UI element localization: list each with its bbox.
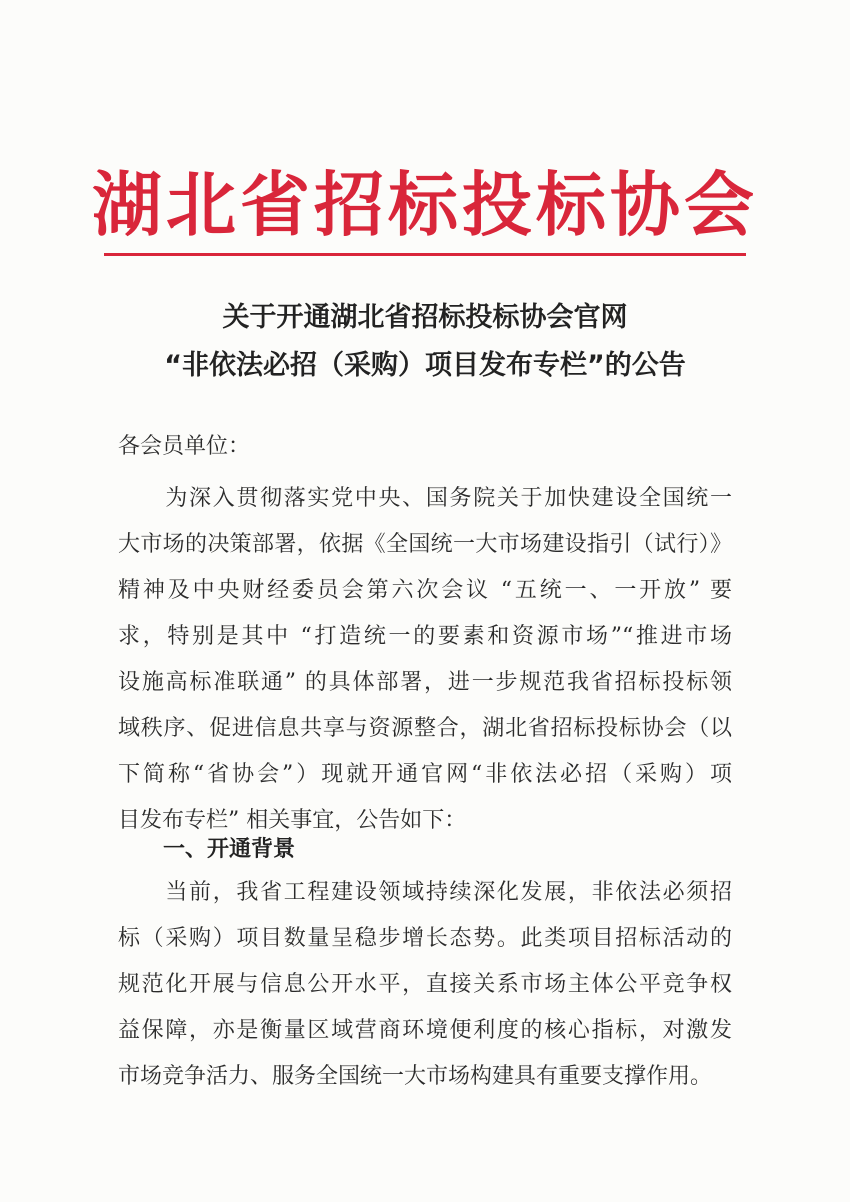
paragraph-line: 规范化开展与信息公开水平，直接关系市场主体公平竞争权 [118, 972, 732, 997]
paragraph-line: 益保障，亦是衡量区域营商环境便利度的核心指标，对激发 [118, 1018, 732, 1043]
paragraph-line: 精神及中央财经委员会第六次会议 “五统一、一开放” 要 [118, 578, 732, 603]
paragraph-intro [118, 476, 732, 844]
letterhead-title: 湖北省招标投标协会 [92, 163, 758, 246]
letterhead-red-rule [104, 253, 746, 256]
paragraph-line: 设施高标准联通” 的具体部署，进一步规范我省招标投标领 [118, 670, 732, 695]
document-title-line-2: “非依法必招（采购）项目发布专栏”的公告 [164, 350, 686, 381]
salutation: 各会员单位： [118, 434, 251, 459]
document-title-line-1: 关于开通湖北省招标投标协会官网 [222, 302, 628, 333]
paragraph-line: 下简称“省协会”）现就开通官网“非依法必招（采购）项 [118, 762, 732, 787]
paragraph-line: 域秩序、促进信息共享与资源整合，湖北省招标投标协会（以 [118, 716, 732, 741]
paragraph-line: 大市场的决策部署，依据《全国统一大市场建设指引（试行）》 [118, 532, 732, 557]
document-title [0, 294, 850, 390]
paragraph-line: 求，特别是其中 “打造统一的要素和资源市场”“推进市场 [118, 624, 732, 649]
paragraph-line: 当前，我省工程建设领域持续深化发展，非依法必须招 [118, 880, 732, 905]
section-heading-background: 一、开通背景 [163, 837, 296, 862]
paragraph-line: 标（采购）项目数量呈稳步增长态势。此类项目招标活动的 [118, 926, 732, 951]
paragraph-line: 市场竞争活力、服务全国统一大市场构建具有重要支撑作用。 [118, 1064, 713, 1089]
paragraph-background [118, 870, 732, 1100]
paragraph-line: 目发布专栏” 相关事宜，公告如下： [118, 808, 467, 833]
paragraph-line: 为深入贯彻落实党中央、国务院关于加快建设全国统一 [118, 486, 732, 511]
